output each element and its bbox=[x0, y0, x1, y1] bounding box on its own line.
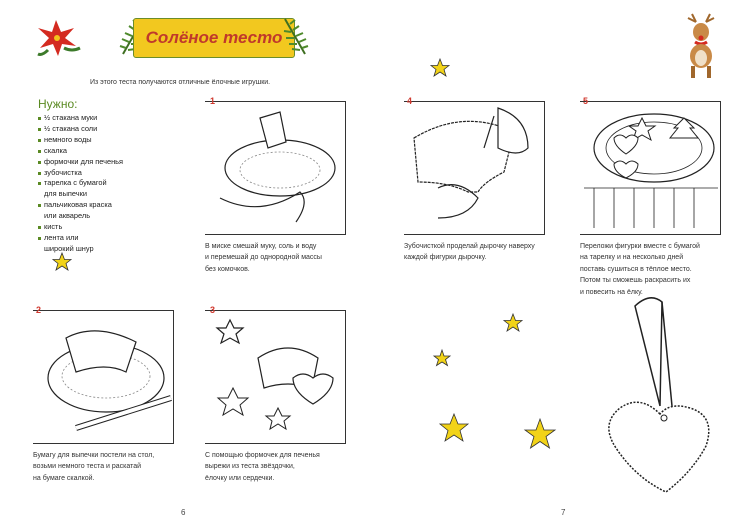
step-1-caption: В миске смешай муку, соль и воду и перемешай до однородной массы без комочков. bbox=[205, 243, 322, 273]
step-2-caption: Бумагу для выпечки постели на стол, возьми немного теста и раскатай на бумаге скалкой. bbox=[33, 452, 155, 482]
poinsettia-icon bbox=[34, 18, 84, 58]
needs-list bbox=[38, 113, 123, 255]
page-number-left: 6 bbox=[181, 508, 186, 517]
star-icon bbox=[52, 252, 72, 272]
step-number: 2 bbox=[36, 305, 42, 315]
list-item: широкий шнур bbox=[44, 243, 94, 253]
toothpick-holes-illustration bbox=[408, 108, 542, 230]
list-item: зубочистка bbox=[38, 168, 123, 179]
pine-branch-right bbox=[280, 14, 310, 60]
drying-plate-illustration bbox=[584, 108, 718, 230]
list-item: пальчиковая краска bbox=[38, 200, 123, 211]
list-item: немного воды bbox=[38, 135, 123, 146]
list-item: формочки для печенья bbox=[38, 157, 123, 168]
list-item: для выпечки bbox=[44, 189, 87, 199]
list-item: или акварель bbox=[44, 211, 91, 221]
list-item: кисть bbox=[38, 222, 123, 233]
reindeer-icon bbox=[676, 12, 732, 82]
step-number: 3 bbox=[210, 305, 216, 315]
star-icon bbox=[524, 418, 556, 450]
step-4-caption: Зубочисткой проделай дырочку наверху каждой фигурки дырочку. bbox=[404, 243, 535, 262]
list-item: ½ стакана муки bbox=[38, 113, 123, 124]
list-item: скалка bbox=[38, 146, 123, 157]
subtitle: Из этого теста получаются отличные ёлочные игрушки. bbox=[90, 79, 271, 86]
heart-ornament-illustration bbox=[600, 296, 720, 496]
list-item: тарелка с бумагой bbox=[38, 178, 123, 189]
bowl-mixing-illustration bbox=[210, 108, 340, 228]
needs-heading: Нужно: bbox=[38, 97, 78, 111]
step-number: 4 bbox=[407, 96, 413, 106]
list-item: ½ стакана соли bbox=[38, 124, 123, 135]
step-3-caption: С помощью формочек для печенья вырежи из теста звёздочки, ёлочку или сердечки. bbox=[205, 452, 320, 482]
list-item: лента или bbox=[38, 233, 123, 244]
star-icon bbox=[430, 58, 450, 78]
page-title: Солёное тесто bbox=[133, 18, 295, 58]
step-5-caption: Переложи фигурки вместе с бумагой на тарелку и на несколько дней поставь сушиться в тёплое место. Потом ты сможешь раскрасить их и повесить на ёлку. bbox=[580, 243, 700, 296]
star-icon bbox=[439, 413, 469, 443]
step-number: 1 bbox=[210, 96, 216, 106]
step-number: 5 bbox=[583, 96, 589, 106]
cutting-shapes-illustration bbox=[208, 318, 344, 440]
star-icon bbox=[433, 349, 451, 367]
star-icon bbox=[503, 313, 523, 333]
page-number-right: 7 bbox=[561, 508, 566, 517]
rolling-dough-illustration bbox=[36, 318, 172, 440]
